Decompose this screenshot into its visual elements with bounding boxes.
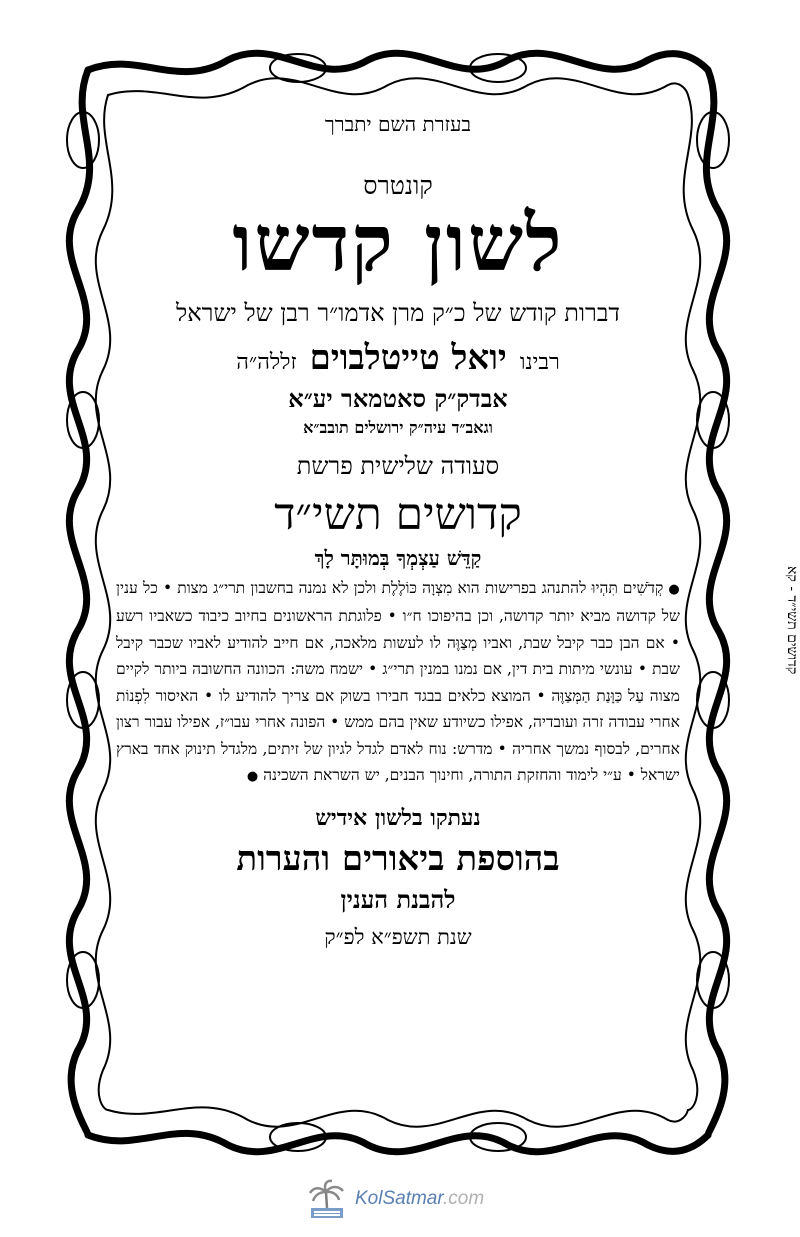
logo-text <box>355 1188 484 1210</box>
side-label: קדושים תשי״ד - קא <box>784 565 800 675</box>
logo-name: KolSatmar <box>355 1188 443 1209</box>
kuntres-label: קונטרס <box>363 171 433 200</box>
seuda-label: סעודה שלישית פרשת <box>296 451 500 480</box>
rebbe-name: יואל טייטלבוים <box>309 337 507 378</box>
subtitle-line-1: דברות קודש של כ״ק מרן אדמו״ר רבן של ישראל <box>176 298 620 327</box>
bullet-icon: ● <box>668 581 680 597</box>
subtitle-line-2 <box>116 338 680 378</box>
bullet-icon: ● <box>246 769 259 785</box>
subtitle-line-3: אבדק״ק סאטמאר יע״א <box>288 383 508 413</box>
additions-note: בהוספת ביאורים והערות <box>236 838 560 879</box>
topics-summary <box>116 575 680 791</box>
header-blessing: בעזרת השם יתברך <box>324 112 472 136</box>
translation-note: נעתקו בלשון אידיש <box>315 804 481 831</box>
logo-domain: .com <box>443 1188 485 1209</box>
topics-text: קְדֹשִׁים תִּהְיוּ להתנהג בפרישות הוא מִצְוָה כּוֹלֶלֶת ולכן לא נמנה בחשבון תרי״ג מצות • כל ענין של קדושה מביא יותר קדושה, וכן בהיפוכו ח״ו • פלוגתת הראשונים בחיוב כיבוד כשאביו רשע • אם הבן כבר קיבל שבת, ואביו מְצַוֶּה לו לעשות מלאכה, אם חייב להודיע לאביו שכבר קיבל שבת • עונשי מיתות בית דין, אם נמנו במנין תרי״ג • ישמח משה: הכוונה החשובה ביותר לקיים מצוה עַל כַּוָּנַת הַמְּצַוֶּה • המוצא כלאים בבגד חבירו בשוק אם צריך להודיע לו • האיסור לִפְנוֹת אחרי עבודה זרה ועובדיה, אפילו כשיודע שאין בהם ממש • הפונה אחרי עבו״ז, אפילו עבור רצון אחרים, לבסוף נמשך אחריה • מדרש: נוח לאדם לגדל לגיון של זיתים, מלגדל תינוק אחד בארץ ישראל • ע״י לימוד והחזקת התורה, וחינוך הבנים, יש השראת השכינה <box>115 578 680 785</box>
title-page-content <box>116 108 680 950</box>
motto: קַדֵּשׁ עַצְמְךָ בְּמוּתָּר לָךְ <box>314 545 482 570</box>
rabbeinu-label: רבינו <box>519 349 560 375</box>
zllh-label: זללה״ה <box>236 349 297 375</box>
parsha-title: קדושים תשי״ד <box>274 488 522 540</box>
palm-tree-icon <box>305 1178 349 1222</box>
year-line: שנת תשפ״א לפ״ק <box>324 924 472 949</box>
subtitle-line-4: וגאב״ד עיה״ק ירושלים תובב״א <box>303 417 493 437</box>
book-title: לשון קדשו <box>232 198 564 289</box>
understanding-note: להבנת הענין <box>340 884 456 914</box>
kolsatmar-logo[interactable] <box>305 1178 495 1224</box>
